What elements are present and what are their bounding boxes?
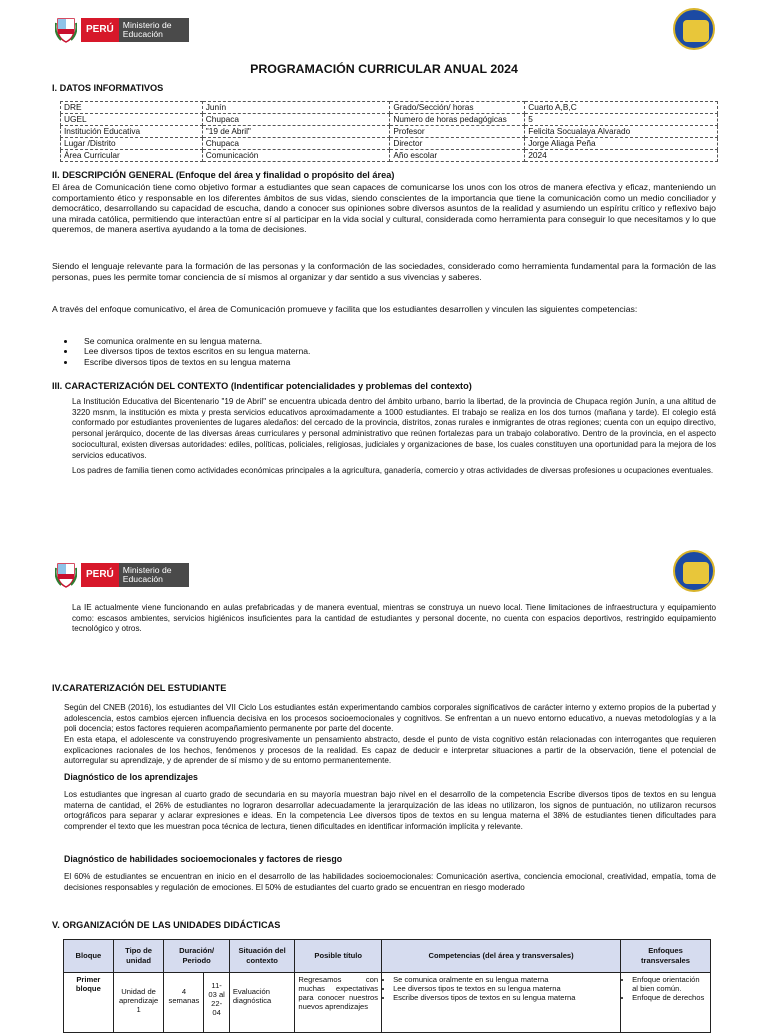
cell-periodo: 11-03 al 22-04 xyxy=(204,973,229,1033)
table-cell: Felicita Socualaya Alvarado xyxy=(525,126,718,138)
section-2-paragraph-1: El área de Comunicación tiene como objetivo formar a estudiantes que sean capaces de comunicarse los unos con los otros de manera efectiva y eficaz, manteniendo un comportamiento ético y responsable en los diferentes ámbitos de sus vidas, siendo conscientes de la importancia que tiene la comunicación como un medio conciliador y democrático, desarrollando su capacidad de escucha, dando a conocer sus opiniones sobre diversos asuntos de la realidad y asumiendo un espíritu crítico y reflexivo bajo una mirada católica, permitiendo que interactúan entre sí al participar en la vida social y cultural, considerada como herramienta para conseguir lo que necesitamos y lo que queremos, de manera asertiva ayudando a la toma de decisiones. xyxy=(52,182,716,235)
list-item: • Enfoque de derechos xyxy=(632,993,707,1002)
table-row xyxy=(61,114,718,126)
table-cell: Jorge Aliaga Peña xyxy=(525,138,718,150)
table-cell: Comunicación xyxy=(202,150,390,162)
info-table xyxy=(60,101,718,162)
list-item: • Escribe diversos tipos de textos en su lengua materna xyxy=(393,993,617,1002)
table-cell: Chupaca xyxy=(202,138,390,150)
section-3-heading: III. CARACTERIZACIÓN DEL CONTEXTO (Indentificar potencialidades y problemas del contexto) xyxy=(52,381,472,391)
table-cell: 2024 xyxy=(525,150,718,162)
section-4-paragraph-1: Según del CNEB (2016), los estudiantes del VII Ciclo Los estudiantes están experimentando cambios corporales significativos de carácter interno y externo propios de la pubertad y adolescencia, estos cambios ejercen influencia decisiva en los procesos socioemocionales y cognitivos. Se enfrentan a un nuevo entorno educativo, a nuevas metodologías y a la poli docencia; estos factores requieren acompañamiento permanente por parte del docente. xyxy=(64,703,716,734)
list-item: • Escribe diversos tipos de textos en su lengua materna xyxy=(76,357,716,367)
table-cell: Área Curricular xyxy=(61,150,203,162)
section-3-paragraph-2: Los padres de familia tienen como actividades económicas principales a la agricultura, ganadería, comercio y otras actividades de diversas profesiones u ocupaciones eventuales. xyxy=(72,466,714,475)
peru-label: PERÚ xyxy=(81,18,119,42)
section-3-paragraph-1: La Institución Educativa del Bicentenario "19 de Abril" se encuentra ubicada dentro del ámbito urbano, barrio la libertad, de la provincia de Chupaca región Junín, a una altitud de 3220 msnm, la institución es mixta y presta servicios educativos aproximadamente a 1000 estudiantes. El trabajo se realiza en los dos turnos (mañana y tarde). El colegio está conformado por estudiantes provenientes de lugares aledaños: del cercado de la provincia, distritos, zonas rurales e inmigrantes de otras regiones; cuenta con un equipo directivo, personal jerárquico, docente de las diversas áreas curriculares y personal administrativo que reúnen fortalezas para un trabajo colaborativo. Dentro de la provincia, en el aspecto sociocultural, existen diversas autoridades: ediles, políticas, policiales, religiosas, judiciales y organizaciones de base, los cuales constituyen una oportunidad para la mejora de los servicios educativos. xyxy=(72,397,716,460)
peru-shield-icon xyxy=(55,562,77,588)
table-cell: Numero de horas pedagógicas xyxy=(390,114,525,126)
table-cell: DRE xyxy=(61,102,203,114)
subheading-aprendizajes: Diagnóstico de los aprendizajes xyxy=(64,772,198,782)
peru-label: PERÚ xyxy=(81,563,119,587)
table-cell: Grado/Sección/ horas xyxy=(390,102,525,114)
list-item: • Lee diversos tipos de textos escritos en su lengua materna. xyxy=(76,346,716,356)
column-header: Posible título xyxy=(295,940,382,973)
column-header: Enfoques transversales xyxy=(621,940,711,973)
table-cell: Lugar /Distrito xyxy=(61,138,203,150)
ministry-label: Ministerio de Educación xyxy=(119,18,189,42)
ministry-logo-2 xyxy=(55,561,189,589)
section-3-paragraph-3: La IE actualmente viene funcionando en aulas prefabricadas y de manera eventual, mientras se construya un nuevo local. Tiene limitaciones de infraestructura y equipamiento como: escasos ambientes, servicios higiénicos insuficientes para la cantidad de estudiantes y personal docente, no cuenta con espacios deportivos, restringido equipamiento tecnológico y otros. xyxy=(72,603,716,634)
table-row xyxy=(61,126,718,138)
peru-shield-icon xyxy=(55,17,77,43)
table-cell: Junín xyxy=(202,102,390,114)
table-cell: Año escolar xyxy=(390,150,525,162)
column-header: Competencias (del área y transversales) xyxy=(382,940,621,973)
column-header: Situación del contexto xyxy=(229,940,295,973)
section-2-paragraph-2: Siendo el lenguaje relevante para la formación de las personas y la conformación de las sociedades, considerado como herramienta fundamental para la formación de las personas, pues les permite tomar conciencia de sí mismos al organizar y dar sentido a sus vivencias y saberes. xyxy=(52,261,716,282)
table-row xyxy=(61,102,718,114)
unidades-table xyxy=(63,939,711,1033)
table-row xyxy=(61,138,718,150)
list-item: • Enfoque orientación al bien común. xyxy=(632,975,707,993)
ministry-label: Ministerio de Educación xyxy=(119,563,189,587)
section-4-paragraph-4: El 60% de estudiantes se encuentran en inicio en el desarrollo de las habilidades socioemocionales: Comunicación asertiva, conciencia emocional, creatividad, empatía, toma de decisiones responsables y regulación de emociones. El 50% de estudiantes del cuarto grado se encuentran en riesgo moderado xyxy=(64,872,716,892)
section-1-heading: I. DATOS INFORMATIVOS xyxy=(52,83,164,93)
cell-tipo: Unidad de aprendizaje 1 xyxy=(113,973,164,1033)
table-cell: Profesor xyxy=(390,126,525,138)
cell-titulo: Regresamos con muchas expectativas para conocer nuestros nuevos aprendizajes xyxy=(295,973,382,1033)
page-title: PROGRAMACIÓN CURRICULAR ANUAL 2024 xyxy=(250,62,518,76)
table-cell: 5 xyxy=(525,114,718,126)
table-cell: Chupaca xyxy=(202,114,390,126)
section-4-heading: IV.CARATERIZACIÓN DEL ESTUDIANTE xyxy=(52,683,227,693)
section-2-paragraph-3: A través del enfoque comunicativo, el área de Comunicación promueve y facilita que los estudiantes desarrollen y vinculen las siguientes competencias: xyxy=(52,304,638,314)
school-badge-icon xyxy=(673,550,715,592)
cell-bloque: Primer bloque xyxy=(64,973,114,1033)
competencias-list xyxy=(64,336,716,367)
column-header: Tipo de unidad xyxy=(113,940,164,973)
list-item: • Lee diversos tipos te textos en su lengua materna xyxy=(393,984,617,993)
section-4-paragraph-3: Los estudiantes que ingresan al cuarto grado de secundaria en su mayoría muestran bajo nivel en el desarrollo de la competencia Escribe diversos tipos de textos en su lengua materna de cantidad, el 26% de estudiantes no lograron desarrollar adecuadamente la jerarquización de las ideas no utilizaron, los signos de puntuación, no utilizaron recursos ortográficos para separar y aclarar expresiones e ideas. En la competencia Lee diversos tipos de textos en su lengua materna el 38% de estudiantes tienen dificultades para comprender el texto que les muestran poca técnica de lectura, tienen dificultades en identificar información implícita y relevante. xyxy=(64,790,716,832)
table-cell: Director xyxy=(390,138,525,150)
table-cell: UGEL xyxy=(61,114,203,126)
cell-situacion: Evaluación diagnóstica xyxy=(229,973,295,1033)
section-4-paragraph-2: En esta etapa, el adolescente va construyendo progresivamente un pensamiento abstracto, desde el punto de vista cognitivo están relacionadas con interrogantes que requieren explicaciones racionales de los hechos, fenómenos y procesos de la realidad. Es capaz de deducir e interpretar situaciones a partir de la observación, tiene el potencial de autorregular su aprendizaje, y de aprender de sí mismo y de su entorno permanentemente. xyxy=(64,735,716,766)
ministry-logo xyxy=(55,16,189,44)
school-badge-icon xyxy=(673,8,715,50)
table-cell: Institución Educativa xyxy=(61,126,203,138)
list-item: • Se comunica oralmente en su lengua materna xyxy=(393,975,617,984)
section-2-heading: II. DESCRIPCIÓN GENERAL (Enfoque del área y finalidad o propósito del área) xyxy=(52,170,395,180)
column-header: Bloque xyxy=(64,940,114,973)
table-row xyxy=(61,150,718,162)
table-cell: "19 de Abril" xyxy=(202,126,390,138)
list-item: • Se comunica oralmente en su lengua materna. xyxy=(76,336,716,346)
subheading-socioemocionales: Diagnóstico de habilidades socioemocionales y factores de riesgo xyxy=(64,854,343,864)
column-header: Duración/ Periodo xyxy=(164,940,229,973)
cell-semanas: 4 semanas xyxy=(164,973,204,1033)
section-5-heading: V. ORGANIZACIÓN DE LAS UNIDADES DIDÁCTICAS xyxy=(52,920,281,930)
table-cell: Cuarto A,B,C xyxy=(525,102,718,114)
